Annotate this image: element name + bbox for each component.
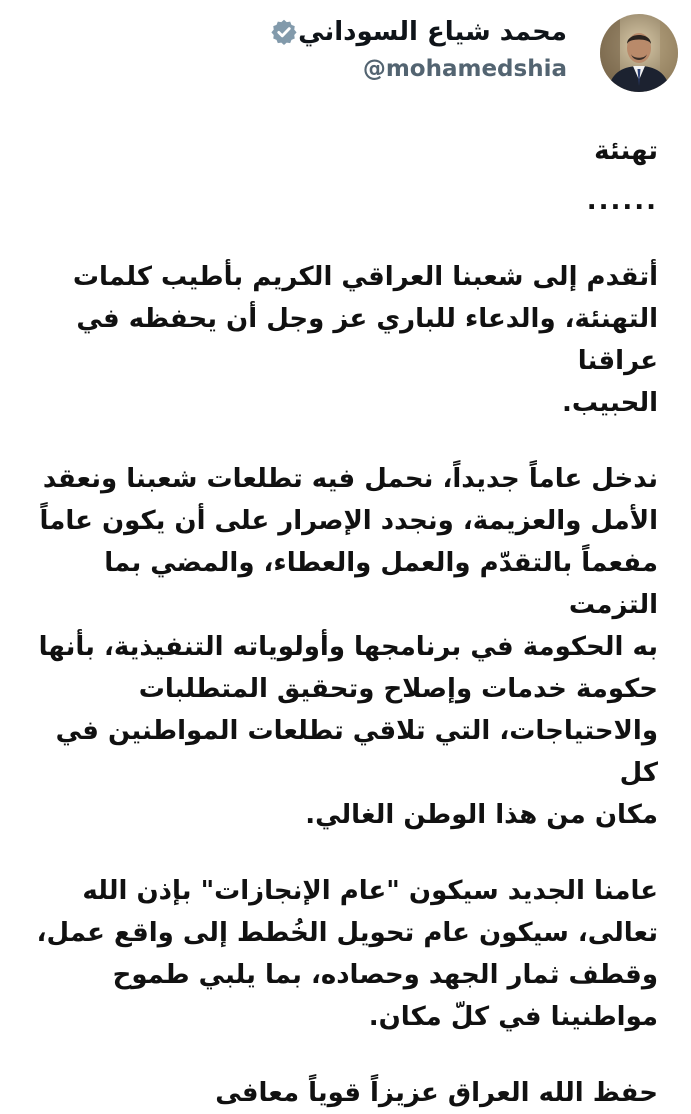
author-block[interactable] (262, 10, 567, 82)
post-text (30, 130, 658, 1114)
author-name-row (262, 10, 567, 54)
post-paragraph: أتقدم إلى شعبنا العراقي الكريم بأطيب كلمات التهنئة، والدعاء للباري عز وجل أن يحفظه في عراقنا الحبيب. (72, 262, 658, 418)
author-display-name[interactable]: محمد شياع السوداني (298, 17, 567, 47)
verified-badge-icon (270, 18, 298, 46)
avatar[interactable] (600, 14, 678, 92)
author-handle[interactable]: @mohamedshia (362, 56, 567, 82)
post-paragraph: ندخل عاماً جديداً، نحمل فيه تطلعات شعبنا ونعقد الأمل والعزيمة، ونجدد الإصرار على أن يكون عاماً مفعماً بالتقدّم والعمل والعطاء، والمضي بما التزمت به الحكومة في برنامجها وأولوياته التنفيذية، بأنها حكومة خدمات وإصلاح وتحقيق المتطلبات والاحتياجات، التي تلاقي تطلعات المواطنين في كل مكان من هذا الوطن الغالي. (38, 464, 658, 830)
post-paragraph: حفظ الله العراق عزيزاً قوياً معافى (215, 1078, 658, 1108)
post-paragraph: عامنا الجديد سيكون "عام الإنجازات" بإذن الله تعالى، سيكون عام تحويل الخُطط إلى واقع عمل، وقطف ثمار الجهد وحصاده، بما يلبي طموح مواطنينا في كلّ مكان. (36, 876, 658, 1032)
post-separator: ...... (586, 186, 658, 216)
post-title: تهنئة (594, 136, 658, 166)
post-header (0, 0, 691, 110)
avatar-image (600, 14, 678, 92)
